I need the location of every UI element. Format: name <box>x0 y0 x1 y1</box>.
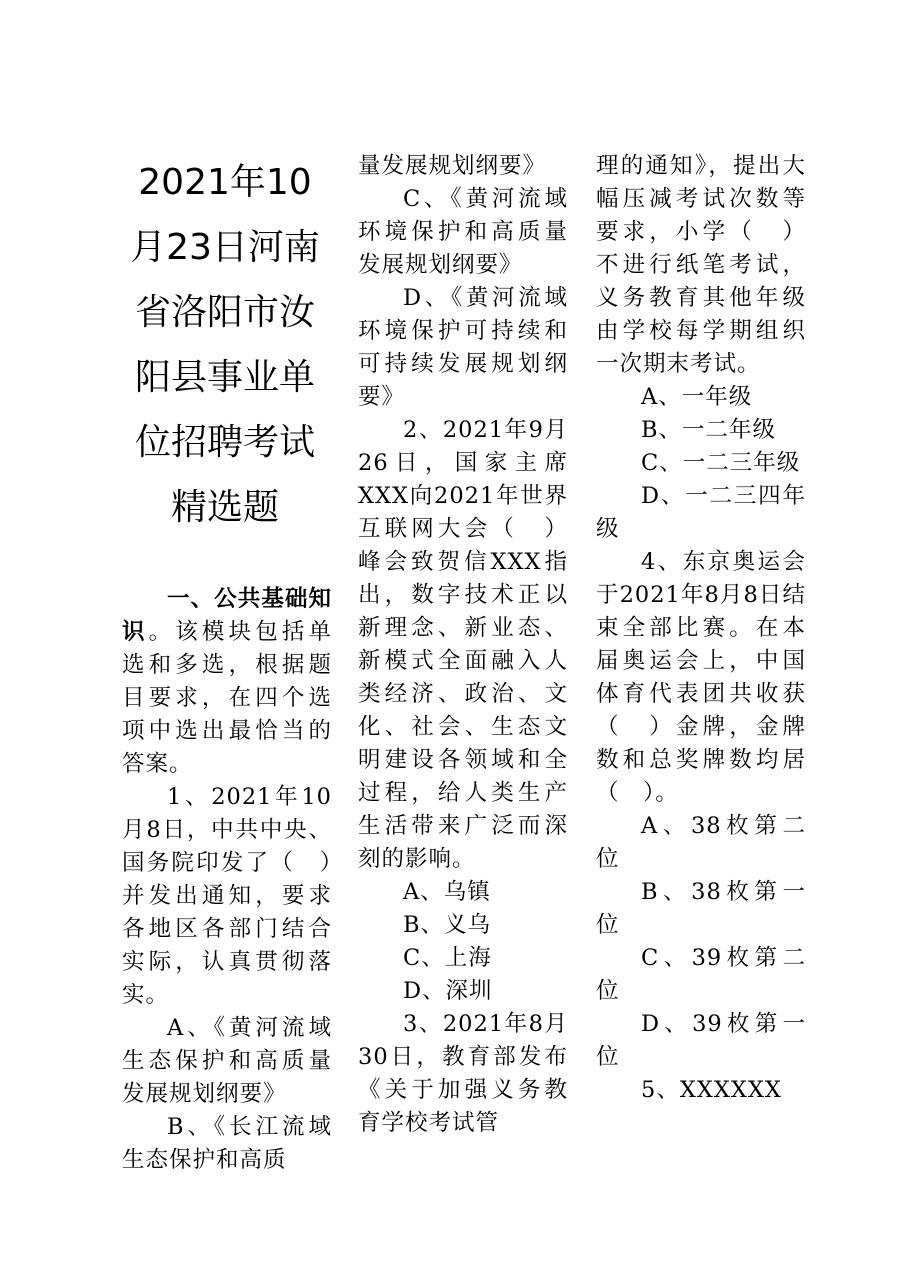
question-2-option-a: A、乌镇 <box>403 879 491 905</box>
question-3-stem-continued: 理的通知》，提出大幅压减考试次数等要求，小学（ ）不进行纸笔考试，义务教育其他年级由学校每学期组织一次期末考试。 <box>596 153 806 377</box>
question-1-stem: 1、2021年10月8日，中共中央、国务院印发了（ ）并发出通知，要求各地区各部门结合实际，认真贯彻落实。 <box>122 784 332 1008</box>
column-left <box>122 0 332 1177</box>
question-4-option-a: A、38枚第二位 <box>596 813 806 872</box>
question-1-option-d: D、《黄河流域环境保护可持续和可持续发展规划纲要》 <box>358 285 568 410</box>
question-3-stem: 3、2021年8月30日，教育部发布《关于加强义务教育学校考试管 <box>358 1011 568 1136</box>
question-1-option-a: A、《黄河流域生态保护和高质量发展规划纲要》 <box>122 1015 332 1107</box>
column-right <box>596 150 806 1107</box>
question-4-option-c: C、39枚第二位 <box>596 945 806 1004</box>
column-middle <box>358 150 568 1140</box>
question-4-option-b: B、38枚第一位 <box>596 879 806 938</box>
section-heading: 一、公共基础知识 <box>122 586 332 645</box>
question-1-option-b: B、《长江流域生态保护和高质 <box>122 1114 332 1173</box>
question-1-option-b-continued: 量发展规划纲要》 <box>358 153 547 179</box>
question-3-option-d: D、一二三四年级 <box>596 483 806 542</box>
question-3-option-b: B、一二年级 <box>641 417 777 443</box>
question-3-option-a: A、一年级 <box>641 384 753 410</box>
question-4-option-d: D、39枚第一位 <box>596 1011 806 1070</box>
question-1-option-c: C、《黄河流域环境保护和高质量发展规划纲要》 <box>358 186 568 278</box>
question-2-option-b: B、义乌 <box>403 912 492 938</box>
section-intro-text: 。该模块包括单选和多选，根据题目要求，在四个选项中选出最恰当的答案。 <box>122 619 332 777</box>
document-title: 2021年10月23日河南省洛阳市汝阳县事业单位招聘考试精选题 <box>130 162 320 528</box>
spacer <box>122 540 332 583</box>
question-2-option-c: C、上海 <box>403 945 492 971</box>
question-2-stem: 2、2021年9月26日，国家主席XXX向2021年世界互联网大会（ ）峰会致贺信XXX指出，数字技术正以新理念、新业态、新模式全面融入人类经济、政治、文化、社会、生态文明建设各领域和全过程，给人类生产生活带来广泛而深刻的影响。 <box>358 417 568 872</box>
question-4-stem: 4、东京奥运会于2021年8月8日结束全部比赛。在本届奥运会上，中国体育代表团共收获（ ）金牌，金牌数和总奖牌数均居（ ）。 <box>596 549 806 806</box>
question-5-stem: 5、XXXXXX <box>641 1077 782 1103</box>
section-intro <box>122 583 332 781</box>
question-3-option-c: C、一二三年级 <box>641 450 801 476</box>
question-2-option-d: D、深圳 <box>403 978 493 1004</box>
